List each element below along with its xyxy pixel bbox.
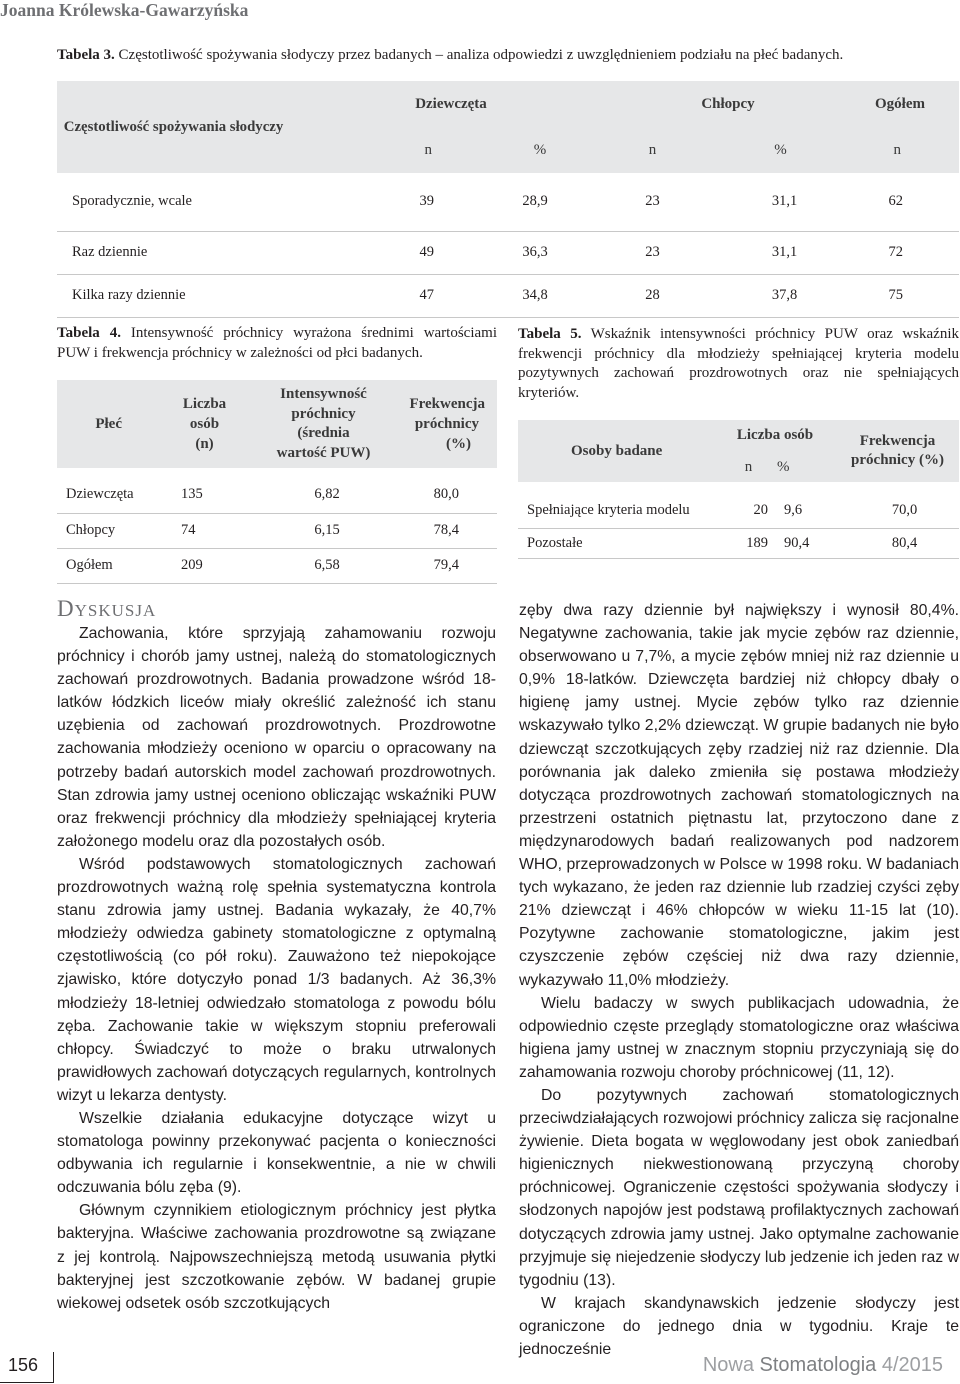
table-row	[57, 548, 497, 583]
paragraph: W krajach skandynawskich jedzenie słodyczy jest ograniczone do jednego dnia w tygodniu. Kraje te jednocześnie	[519, 1294, 959, 1358]
paragraph: Zachowania, które sprzyjają zahamowaniu rozwoju próchnicy i chorób jamy ustnej, należą do stomatologicznych zachowań prozdrowotnych. Badania prowadzone wśród 18-latków łódzkich liceów miały określić zależność ich stanu uzębienia od zachowań prozdrowotnych. Prozdrowotne zachowania młodzieży oceniono w oparciu o opracowany na potrzeby badań autorskich model zachowań prozdrowotnych. Stan zdrowia jamy ustnej oceniono obliczając wskaźniki PUW oraz frekwencji próchnicy dla młodzieży spełniającej kryteria założonego modelu oraz dla pozostałych osób.	[57, 625, 496, 850]
paragraph: Do pozytywnych zachowań stomatologicznych przeciwdziałających rozwojowi próchnicy zalicza się racjonalne żywienie. Dieta bogata w węglowodany jest obok zaniedbań higienicznych niekwestionowaną przyczyną choroby próchnicowej. Ograniczenie częstości spożywania słodyczy i słodzonych napojów jest podstawą profilaktycznych zachowań dotyczących zdrowia jamy ustnej. Jako optymalne zachowanie przyjmuje się niejedzenie słodyczy lub jedzenie ich jeden raz w tygodniu (13).	[519, 1086, 959, 1289]
paragraph: Głównym czynnikiem etiologicznym próchnicy jest płytka bakteryjna. Właściwe zachowania prozdrowotne są związane z jej kontrolą. Najpowszechniejszą metodą usuwania płytki bakteryjnej jest szczotkowanie zębów. W badanej grupie wiekowej odsetek osób szczotkujących	[57, 1202, 496, 1312]
table4-caption-label: Tabela 4.	[57, 325, 121, 341]
table4-caption	[57, 324, 497, 363]
table5-header-group: Osoby badane	[571, 442, 663, 459]
table4-header-intensity: Intensywność próchnicy (średnia wartość PUW)	[276, 386, 371, 461]
cell-girls-pct: 34,8	[438, 274, 582, 317]
row-label: Kilka razy dziennie	[57, 274, 320, 317]
table3-sub-pct-boys: %	[774, 141, 787, 158]
cell-count: 135	[157, 468, 252, 513]
table3-caption-label: Tabela 3.	[57, 47, 115, 63]
section-title-discussion: DYSKUSJA	[57, 596, 157, 621]
cell-boys-pct: 37,8	[707, 274, 834, 317]
cell-count-pct: 9,6	[776, 482, 829, 528]
table3-sub-n-total: n	[893, 141, 901, 158]
footer-rule-vertical	[53, 1352, 54, 1382]
page-number: 156	[8, 1355, 39, 1375]
cell-frequency: 80,4	[829, 528, 959, 558]
table5-header-count: Liczba osób	[736, 427, 814, 443]
table5-caption	[518, 325, 959, 403]
row-label: Sporadycznie, wcale	[57, 173, 320, 231]
table3-caption-text: Częstotliwość spożywania słodyczy przez badanych – analiza odpowiedzi z uwzględnieniem podziału na płeć badanych.	[114, 47, 844, 63]
table5-sub-pct: %	[777, 459, 790, 475]
cell-girls-pct: 28,9	[438, 173, 582, 231]
table5-header-frequency: Frekwencja próchnicy (%)	[851, 432, 944, 468]
cell-frequency: 79,4	[395, 548, 497, 583]
cell-frequency: 70,0	[829, 482, 959, 528]
table5-caption-label: Tabela 5.	[518, 326, 582, 342]
cell-boys-pct: 31,1	[707, 231, 834, 274]
table5-sub-n: n	[744, 459, 753, 475]
footer-rule-horizontal	[0, 1382, 54, 1383]
table-row	[518, 482, 959, 528]
table3-sub-pct-girls: %	[533, 141, 547, 158]
cell-count-pct: 90,4	[776, 528, 829, 558]
cell-count-n: 20	[721, 482, 776, 528]
cell-count-n: 189	[721, 528, 776, 558]
table3-header-total: Ogółem	[875, 95, 925, 112]
table-row	[57, 513, 497, 548]
cell-count: 209	[157, 548, 252, 583]
row-label: Raz dziennie	[57, 231, 320, 274]
table3-header-boys: Chłopcy	[701, 95, 755, 112]
row-label: Spełniające kryteria modelu	[518, 482, 721, 528]
table-row	[57, 173, 959, 231]
cell-total-n: 72	[834, 231, 959, 274]
row-label: Pozostałe	[518, 528, 721, 558]
cell-girls-n: 49	[320, 231, 438, 274]
table-row	[57, 231, 959, 274]
table-row	[57, 274, 959, 317]
journal-title: Nowa Stomatologia 4/2015	[702, 1354, 943, 1376]
paragraph: Wszelkie działania edukacyjne dotyczące wizyt u stomatologa powinny przekonywać pacjenta o konieczności odbywania ich regularnie i konsekwentnie, a nie w chwili odczuwania bólu zęba (9).	[57, 1109, 496, 1197]
table4-header-sex: Płeć	[95, 415, 122, 432]
table-5	[518, 420, 959, 559]
row-label: Dziewczęta	[57, 468, 157, 513]
table5-caption-text: Wskaźnik intensywności próchnicy PUW oraz wskaźnik frekwencji próchnicy dla młodzieży spełniającej kryteria modelu pozytywnych zachowań prozdrowotnych oraz nie spełniających kryteriów.	[518, 326, 959, 401]
row-label: Chłopcy	[57, 513, 157, 548]
table3-sub-n-girls: n	[424, 141, 432, 158]
table3-caption	[57, 46, 959, 66]
cell-frequency: 80,0	[395, 468, 497, 513]
cell-girls-n: 47	[320, 274, 438, 317]
table-3	[57, 81, 959, 318]
cell-boys-n: 23	[582, 231, 707, 274]
cell-puw: 6,15	[252, 513, 395, 548]
cell-girls-n: 39	[320, 173, 438, 231]
body-column-left	[57, 622, 496, 1315]
paragraph: Wielu badaczy w swych publikacjach udowadnia, że odpowiednio częste przeglądy stomatologiczne oraz właściwa higiena jamy ustnej w znacznym stopniu przyczyniają się do zahamowania rozwoju choroby próchnicowej (11, 12).	[519, 994, 959, 1081]
cell-frequency: 78,4	[395, 513, 497, 548]
cell-total-n: 62	[834, 173, 959, 231]
table4-header-count: Liczba osób (n)	[182, 396, 227, 452]
cell-boys-n: 28	[582, 274, 707, 317]
body-column-right	[519, 599, 959, 1361]
cell-puw: 6,58	[252, 548, 395, 583]
paragraph: zęby dwa razy dziennie był największy i wynosił 80,4%. Negatywne zachowania, takie jak mycie zębów raz dziennie, obserwowano u 7,7%, a mycie zębów mniej niż raz dziennie u 0,9% 18-latków. Dziewczęta bardziej niż chłopcy dbały o higienę jamy ustnej. Mycie zębów tylko raz dziennie wskazywało tylko 2,2% dziewcząt. W grupie badanych nie było dziewcząt szczotkujących zęby rzadziej niż raz dziennie. Dla porównania jak daleko zmieniła się postawa młodzieży dotycząca prozdrowotnych zachowań stomatologicznych na przestrzeni ostatnich piętnastu lat, przytoczono dane z międzynarodowych badań realizowanych pod nadzorem WHO, przeprowadzonych w Polsce w 1998 roku. W badaniach tych wykazano, że jeden raz dziennie lub rzadziej czyści zęby 21% dziewcząt i 46% chłopców w wieku 11-15 lat (10). Pozytywne zachowanie stomatologiczne, jakim jest czyszczenie zębów częściej niż dwa razy dziennie, wykazywało 11,0% młodzieży.	[519, 602, 959, 989]
table-4	[57, 380, 497, 584]
table-row	[518, 528, 959, 558]
table3-header-frequency: Częstotliwość spożywania słodyczy	[63, 119, 284, 135]
running-header-author: Joanna Królewska-Gawarzyńska	[0, 0, 249, 20]
cell-puw: 6,82	[252, 468, 395, 513]
table3-header-girls: Dziewczęta	[415, 95, 487, 112]
table3-sub-n-boys: n	[648, 141, 657, 158]
cell-boys-pct: 31,1	[707, 173, 834, 231]
paragraph: Wśród podstawowych stomatologicznych zachowań prozdrowotnych ważną rolę spełnia systematyczna kontrola stanu zdrowia jamy ustnej. Badania wykazały, że 40,7% młodzieży odwiedza gabinety stomatologiczne z optymalną częstotliwością (co pół roku). Zauważono też niepokojące zjawisko, które dotyczyło ponad 1/3 badanych. Aż 36,3% młodzieży 18-letniej odwiedzało stomatologa z powodu bólu zęba. Zachowanie takie w większym stopniu preferowali chłopcy. Świadczyć to może o braku utrwalonych prawidłowych zachowań dotyczących regularnych, kontrolnych wizyt u lekarza dentysty.	[57, 855, 496, 1104]
row-label: Ogółem	[57, 548, 157, 583]
table4-header-frequency: Frekwencja próchnicy (%)	[409, 396, 485, 452]
cell-girls-pct: 36,3	[438, 231, 582, 274]
cell-count: 74	[157, 513, 252, 548]
table4-caption-text: Intensywność próchnicy wyrażona średnimi wartościami PUW i frekwencja próchnicy w zależności od płci badanych.	[57, 325, 497, 361]
cell-boys-n: 23	[582, 173, 707, 231]
table-row	[57, 468, 497, 513]
cell-total-n: 75	[834, 274, 959, 317]
